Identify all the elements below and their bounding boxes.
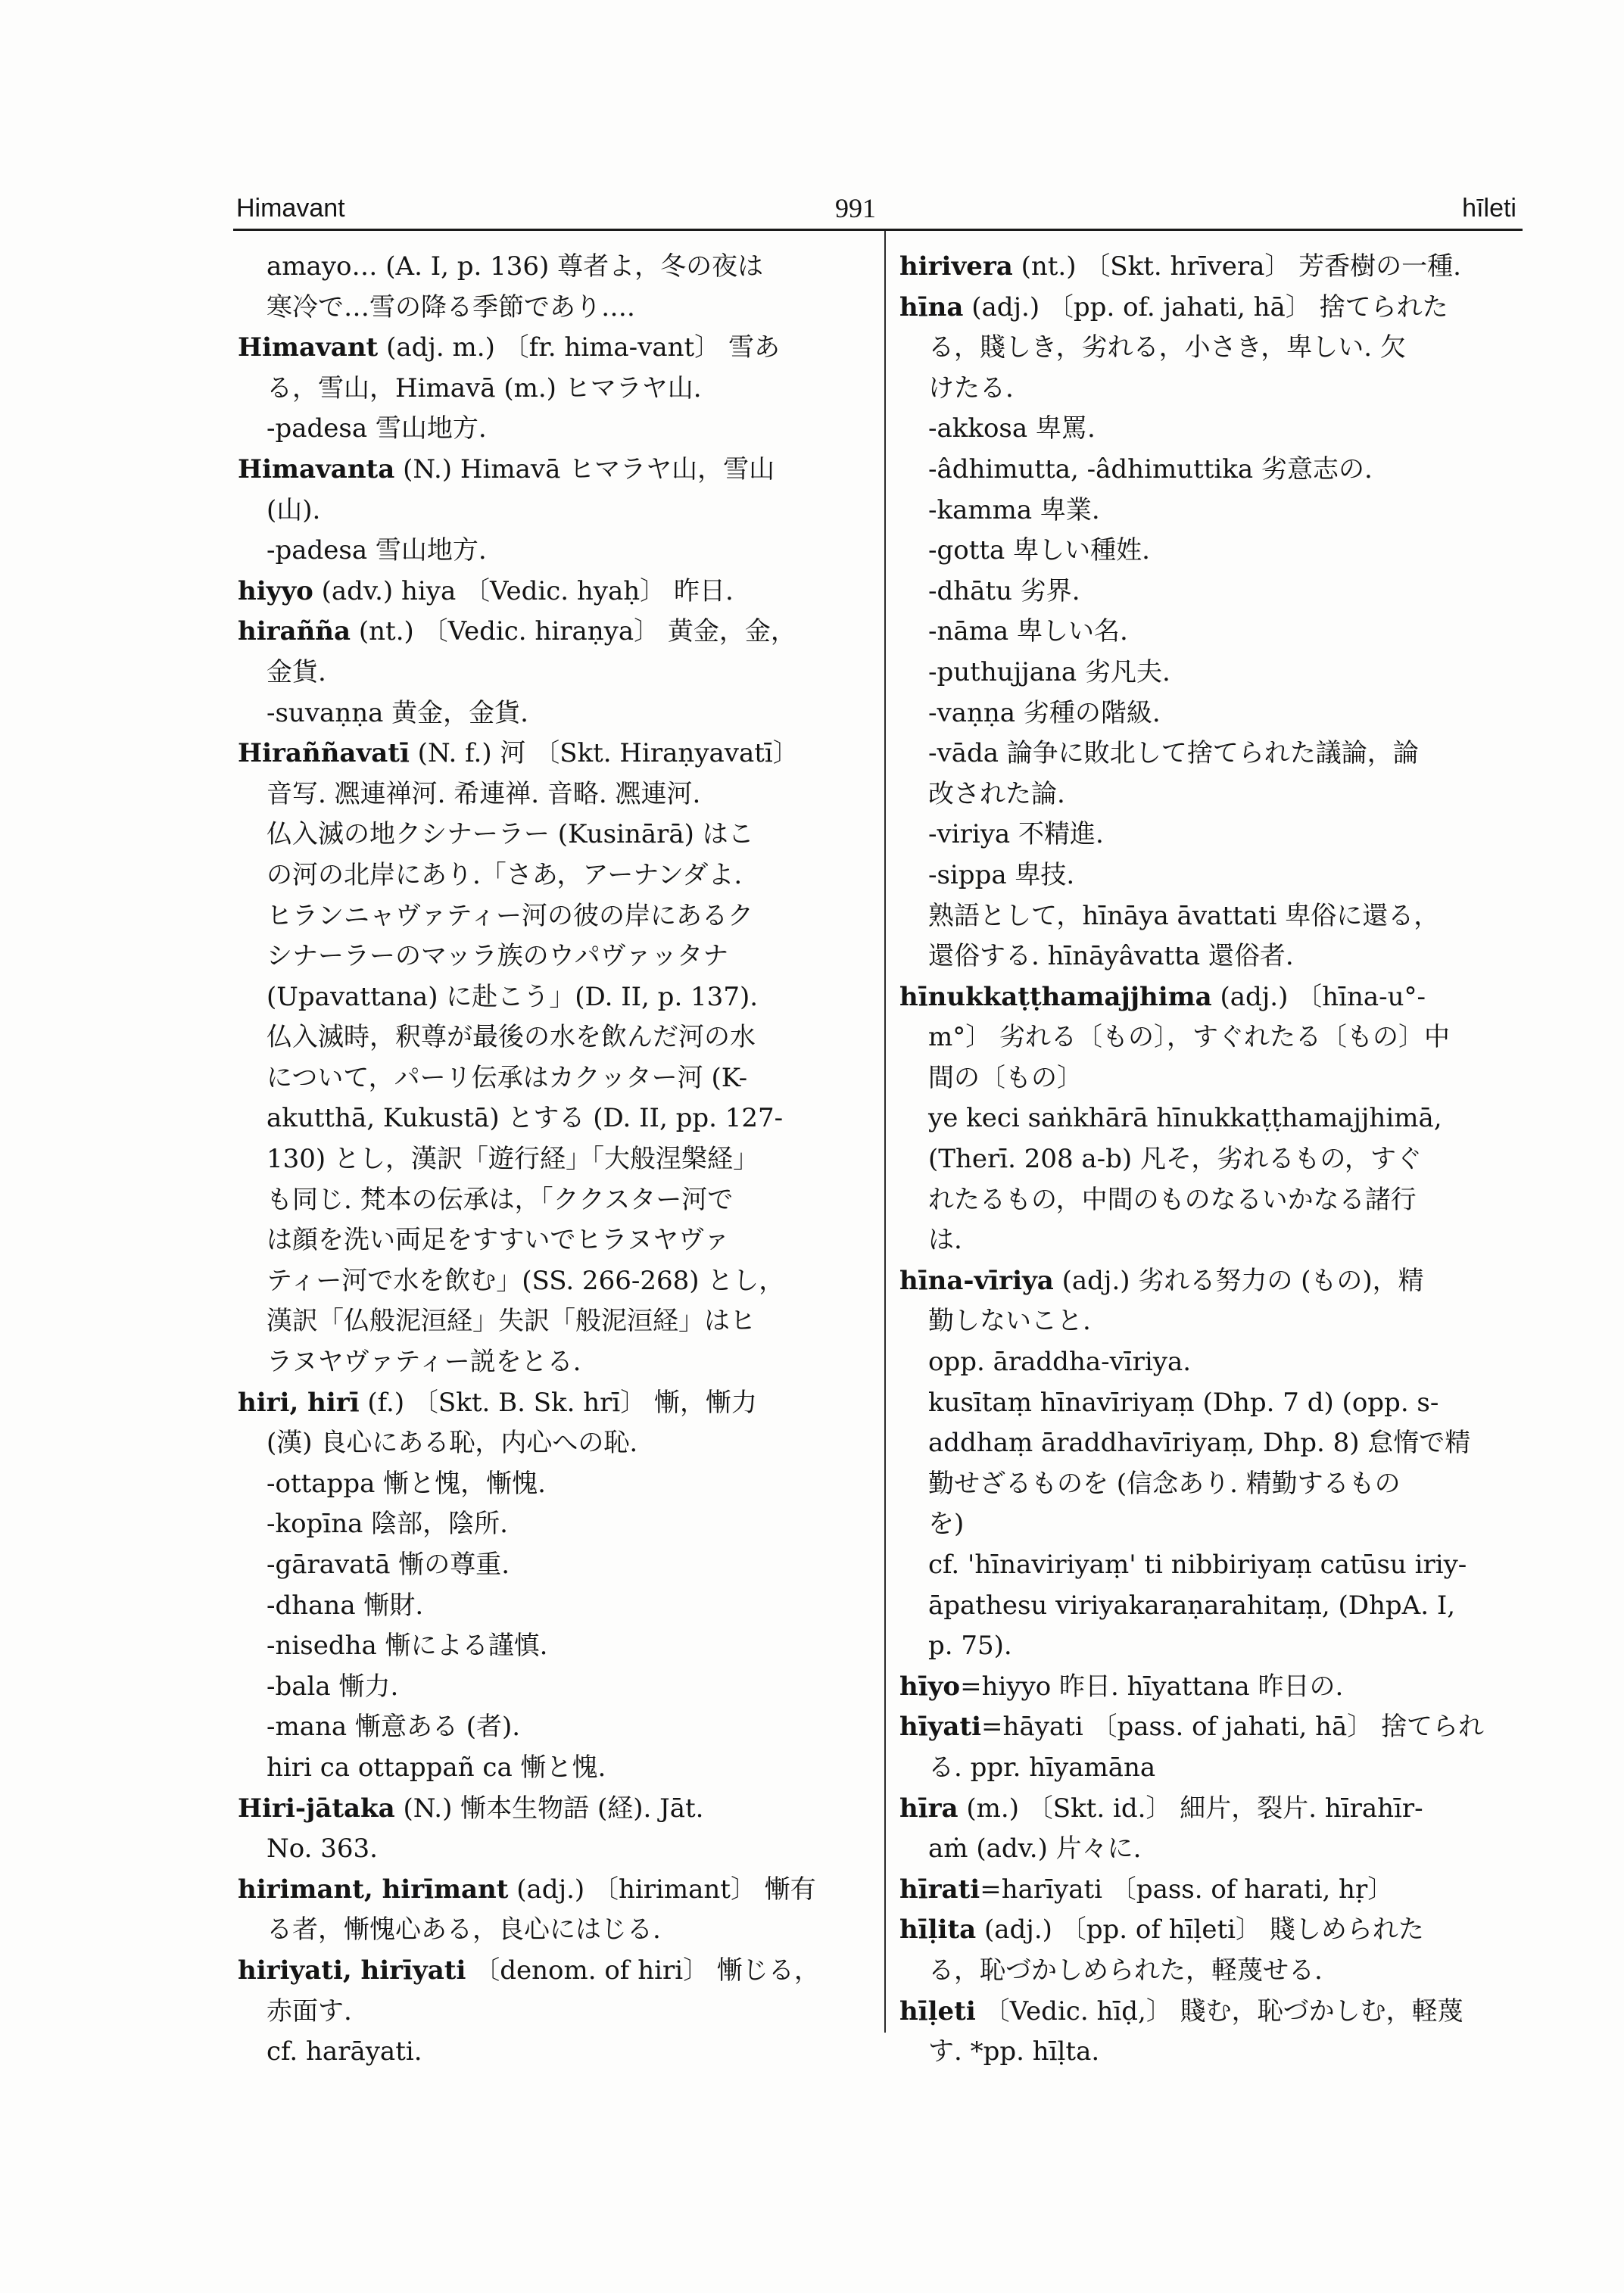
dictionary-line bbox=[899, 1545, 1522, 1586]
dictionary-line bbox=[899, 369, 1522, 410]
dictionary-line bbox=[899, 653, 1522, 693]
dictionary-line bbox=[899, 774, 1522, 815]
dictionary-line bbox=[238, 491, 865, 531]
dictionary-line bbox=[238, 1910, 865, 1951]
entry-text: addhaṃ āraddhavīriyaṃ, Dhp. 8) 怠惰で精 bbox=[928, 1428, 1471, 1459]
entry-text: 仏入滅時，釈尊が最後の水を飲んだ河の水 bbox=[267, 1022, 756, 1053]
entry-text: (m.) 〔Skt. id.〕 細片，裂片. hīrahīr- bbox=[958, 1793, 1423, 1824]
dictionary-line bbox=[238, 409, 865, 450]
dictionary-line bbox=[238, 1626, 865, 1667]
entry-text: (adj.) 〔hirimant〕 慚有 bbox=[508, 1874, 816, 1905]
entry-text: (nt.) 〔Skt. hrīvera〕 芳香樹の一種. bbox=[1012, 251, 1461, 282]
entry-text: cf. harāyati. bbox=[267, 2036, 422, 2067]
dictionary-line bbox=[899, 1017, 1522, 1058]
dictionary-line bbox=[238, 896, 865, 937]
dictionary-line bbox=[238, 328, 865, 369]
dictionary-line bbox=[899, 491, 1522, 531]
entry-text: 還俗する. hīnāyâvatta 還俗者. bbox=[928, 941, 1294, 972]
entry-text: -bala 慚力. bbox=[267, 1671, 399, 1702]
entry-text: hiri ca ottappañ ca 慚と愧. bbox=[267, 1752, 606, 1783]
entry-text: (adj.) 〔pp. of hīḷeti〕 賤しめられた bbox=[976, 1914, 1424, 1946]
entry-text: -nāma 卑しい名. bbox=[928, 616, 1128, 647]
dictionary-line bbox=[238, 977, 865, 1018]
dictionary-line bbox=[238, 369, 865, 410]
headword: hīyo bbox=[899, 1671, 961, 1702]
dictionary-line bbox=[238, 1383, 865, 1424]
entry-text: ヒランニャヴァティー河の彼の岸にあるク bbox=[267, 900, 753, 931]
entry-text: 130) とし，漢訳「遊行経」「大般涅槃経」 bbox=[267, 1144, 759, 1175]
headword: Hiri-jātaka bbox=[238, 1793, 395, 1824]
entry-text: āpathesu viriyakaraṇarahitaṃ, (DhpA. I, bbox=[928, 1590, 1456, 1621]
entry-text: (Upavattana) に赴こう」(D. II, p. 137). bbox=[267, 981, 759, 1012]
entry-text: ティー河で水を飲む」(SS. 266-268) とし， bbox=[267, 1265, 785, 1296]
entry-text: cf. 'hīnaviriyaṃ' ti nibbiriyaṃ catūsu iriy- bbox=[928, 1550, 1467, 1580]
dictionary-line bbox=[238, 572, 865, 612]
entry-text: -gotta 卑しい種姓. bbox=[928, 535, 1150, 566]
dictionary-line bbox=[899, 531, 1522, 572]
entry-text: -kopīna 陰部，陰所. bbox=[267, 1509, 508, 1540]
dictionary-line bbox=[899, 734, 1522, 774]
headword: hīra bbox=[899, 1793, 959, 1824]
dictionary-line bbox=[899, 977, 1522, 1018]
entry-text: 金貨. bbox=[267, 656, 326, 687]
entry-text: amayo… (A. I, p. 136) 尊者よ，冬の夜は bbox=[267, 251, 764, 282]
dictionary-line bbox=[238, 1261, 865, 1302]
entry-text: ラヌヤヴァティー説をとる. bbox=[267, 1347, 581, 1378]
column-divider bbox=[884, 231, 886, 2033]
dictionary-line bbox=[238, 288, 865, 329]
headword: hiriyati, hirīyati bbox=[238, 1955, 466, 1986]
dictionary-line bbox=[899, 1870, 1522, 1911]
dictionary-line bbox=[899, 1261, 1522, 1302]
dictionary-line bbox=[238, 1342, 865, 1383]
dictionary-line bbox=[238, 1423, 865, 1464]
dictionary-line bbox=[238, 1504, 865, 1545]
dictionary-line bbox=[899, 328, 1522, 369]
dictionary-line bbox=[238, 1180, 865, 1221]
entry-text: (N. f.) 河 〔Skt. Hiraṇyavatī〕 bbox=[409, 738, 799, 769]
dictionary-line bbox=[899, 1098, 1522, 1139]
entry-text: -suvaṇṇa 黄金，金貨. bbox=[267, 697, 528, 728]
dictionary-line bbox=[238, 1139, 865, 1180]
entry-text: 漢訳「仏般泥洹経」失訳「般泥洹経」はヒ bbox=[267, 1306, 756, 1337]
entry-text: -ottappa 慚と愧，慚愧. bbox=[267, 1468, 546, 1499]
dictionary-line bbox=[238, 1707, 865, 1748]
entry-text: -padesa 雪山地方. bbox=[267, 413, 487, 444]
dictionary-line bbox=[238, 774, 865, 815]
entry-text: -mana 慚意ある (者). bbox=[267, 1712, 521, 1743]
entry-text: -dhātu 劣界. bbox=[928, 575, 1080, 606]
entry-text: る. ppr. hīyamāna bbox=[928, 1752, 1156, 1783]
entry-text: opp. āraddha-vīriya. bbox=[928, 1347, 1192, 1378]
headword: hīnukkaṭṭhamajjhima bbox=[899, 981, 1212, 1012]
headword: hīrati bbox=[899, 1874, 980, 1905]
dictionary-line bbox=[238, 1301, 865, 1342]
dictionary-line bbox=[238, 1748, 865, 1789]
entry-text: -âdhimutta, -âdhimuttika 劣意志の. bbox=[928, 453, 1373, 484]
entry-text: -gāravatā 慚の尊重. bbox=[267, 1550, 510, 1580]
dictionary-line bbox=[899, 450, 1522, 491]
dictionary-line bbox=[899, 1626, 1522, 1667]
dictionary-line bbox=[238, 247, 865, 288]
entry-text: る，恥づかしめられた，軽蔑せる. bbox=[928, 1955, 1323, 1986]
entry-text: は. bbox=[928, 1225, 962, 1256]
entry-text: -viriya 不精進. bbox=[928, 819, 1104, 850]
dictionary-line bbox=[238, 612, 865, 653]
running-head-right: hīleti bbox=[1462, 194, 1516, 223]
entry-text: -vāda 論争に敗北して捨てられた議論，論 bbox=[928, 738, 1419, 769]
entry-text: 〔Vedic. hīḍ,〕 賤む，恥づかしむ，軽蔑 bbox=[975, 1995, 1463, 2027]
entry-text: (nt.) 〔Vedic. hiraṇya〕 黄金，金， bbox=[351, 616, 796, 647]
entry-text: =hāyati 〔pass. of jahati, hā〕 捨てられ bbox=[981, 1712, 1485, 1743]
entry-text: m°〕 劣れる〔もの〕，すぐれたる〔もの〕中 bbox=[928, 1022, 1451, 1053]
headword: hīḷita bbox=[899, 1914, 977, 1946]
entry-text: の河の北岸にあり.「さあ，アーナンダよ. bbox=[267, 859, 743, 890]
entry-text: No. 363. bbox=[267, 1833, 378, 1865]
entry-text: す. *pp. hīḷta. bbox=[928, 2036, 1100, 2067]
entry-text: p. 75). bbox=[928, 1631, 1012, 1662]
dictionary-line bbox=[238, 1586, 865, 1627]
headword: Himavanta bbox=[238, 453, 395, 484]
dictionary-line bbox=[899, 1464, 1522, 1505]
page-number: 991 bbox=[835, 193, 876, 223]
dictionary-line bbox=[899, 1667, 1522, 1708]
headword: hīyati bbox=[899, 1712, 982, 1743]
entry-text: -dhana 慚財. bbox=[267, 1590, 424, 1621]
dictionary-line bbox=[899, 1789, 1522, 1830]
dictionary-line bbox=[899, 855, 1522, 896]
entry-text: -sippa 卑技. bbox=[928, 859, 1075, 890]
entry-text: る，雪山，Himavā (m.) ヒマラヤ山. bbox=[267, 372, 702, 403]
dictionary-line bbox=[899, 693, 1522, 734]
entry-text: 勤せざるものを (信念あり. 精勤するもの bbox=[928, 1468, 1401, 1499]
entry-text: は顔を洗い両足をすすいでヒラヌヤヴァ bbox=[267, 1225, 730, 1256]
headword: Himavant bbox=[238, 332, 379, 363]
entry-text: =harīyati 〔pass. of harati, hṛ〕 bbox=[980, 1874, 1394, 1905]
entry-text: akutthā, Kukustā) とする (D. II, pp. 127- bbox=[267, 1103, 784, 1134]
dictionary-line bbox=[238, 1464, 865, 1505]
entry-text: る者，慚愧心ある，良心にはじる. bbox=[267, 1914, 661, 1946]
entry-text: けたる. bbox=[928, 372, 1014, 403]
entry-text: (f.) 〔Skt. B. Sk. hrī〕 慚，慚力 bbox=[359, 1387, 758, 1418]
entry-text: も同じ. 梵本の伝承は，「ククスター河で bbox=[267, 1184, 734, 1215]
dictionary-line bbox=[899, 1058, 1522, 1099]
entry-text: -padesa 雪山地方. bbox=[267, 535, 487, 566]
dictionary-line bbox=[238, 1992, 865, 2033]
dictionary-line bbox=[238, 936, 865, 977]
dictionary-line bbox=[899, 896, 1522, 937]
dictionary-line bbox=[899, 1220, 1522, 1261]
entry-text: 改された論. bbox=[928, 778, 1065, 809]
entry-text: (adj. m.) 〔fr. hima-vant〕 雪あ bbox=[378, 332, 780, 363]
dictionary-line bbox=[899, 1383, 1522, 1424]
dictionary-line bbox=[238, 693, 865, 734]
headword: hīḷeti bbox=[899, 1995, 976, 2027]
dictionary-line bbox=[899, 815, 1522, 855]
entry-text: れたるもの，中間のものなるいかなる諸行 bbox=[928, 1184, 1417, 1215]
entry-text: 〔denom. of hiri〕 慚じる， bbox=[466, 1955, 820, 1986]
entry-text: kusītaṃ hīnavīriyaṃ (Dhp. 7 d) (opp. s- bbox=[928, 1387, 1439, 1418]
dictionary-line bbox=[899, 1586, 1522, 1627]
entry-text: 寒冷で…雪の降る季節であり…. bbox=[267, 291, 635, 322]
dictionary-line bbox=[899, 409, 1522, 450]
entry-text: る，賤しき，劣れる，小さき，卑しい. 欠 bbox=[928, 332, 1406, 363]
entry-text: ye keci saṅkhārā hīnukkaṭṭhamajjhimā, bbox=[928, 1103, 1442, 1134]
dictionary-line bbox=[899, 1829, 1522, 1870]
headword: hīna-vīriya bbox=[899, 1265, 1054, 1296]
headword: hiyyo bbox=[238, 575, 313, 606]
headword: hirañña bbox=[238, 616, 351, 647]
entry-text: シナーラーのマッラ族のウパヴァッタナ bbox=[267, 941, 729, 972]
dictionary-line bbox=[238, 531, 865, 572]
entry-text: aṁ (adv.) 片々に. bbox=[928, 1833, 1142, 1865]
headword: Hiraññavatī bbox=[238, 738, 410, 769]
right-column bbox=[899, 247, 1522, 2073]
entry-text: 熟語として，hīnāya āvattati 卑俗に還る， bbox=[928, 900, 1440, 931]
entry-text: (漢) 良心にある恥，内心への恥. bbox=[267, 1428, 638, 1459]
dictionary-line bbox=[899, 1951, 1522, 1992]
dictionary-line bbox=[899, 1423, 1522, 1464]
entry-text: -vaṇṇa 劣種の階級. bbox=[928, 697, 1161, 728]
dictionary-line bbox=[238, 1017, 865, 1058]
dictionary-line bbox=[238, 1220, 865, 1261]
dictionary-line bbox=[238, 1870, 865, 1911]
dictionary-line bbox=[899, 1910, 1522, 1951]
entry-text: (山). bbox=[267, 494, 321, 525]
entry-text: 仏入滅の地クシナーラー (Kusinārā) はこ bbox=[267, 819, 754, 850]
left-column bbox=[238, 247, 865, 2073]
dictionary-line bbox=[238, 734, 865, 774]
entry-text: (adj.) 劣れる努力の (もの)，精 bbox=[1053, 1265, 1424, 1296]
dictionary-line bbox=[899, 572, 1522, 612]
entry-text: 勤しないこと. bbox=[928, 1306, 1091, 1337]
dictionary-line bbox=[899, 1180, 1522, 1221]
dictionary-line bbox=[899, 2032, 1522, 2073]
dictionary-line bbox=[238, 855, 865, 896]
dictionary-line bbox=[238, 1545, 865, 1586]
dictionary-line bbox=[238, 1829, 865, 1870]
header-rule bbox=[233, 229, 1523, 231]
dictionary-line bbox=[238, 1667, 865, 1708]
running-head-left: Himavant bbox=[236, 194, 345, 223]
dictionary-line bbox=[238, 450, 865, 491]
dictionary-line bbox=[238, 653, 865, 693]
dictionary-line bbox=[238, 1951, 865, 1992]
dictionary-line bbox=[238, 815, 865, 855]
dictionary-line bbox=[899, 1342, 1522, 1383]
headword: hiri, hirī bbox=[238, 1387, 360, 1418]
entry-text: 赤面す. bbox=[267, 1995, 352, 2027]
dictionary-line bbox=[238, 2032, 865, 2073]
entry-text: について，パーリ伝承はカクッター河 (K- bbox=[267, 1062, 748, 1093]
entry-text: -akkosa 卑罵. bbox=[928, 413, 1096, 444]
dictionary-line bbox=[899, 612, 1522, 653]
headword: hīna bbox=[899, 291, 964, 322]
entry-text: 音写. 凞連禅河. 希連禅. 音略. 凞連河. bbox=[267, 778, 701, 809]
headword: hirivera bbox=[899, 251, 1013, 282]
dictionary-line bbox=[238, 1789, 865, 1830]
entry-text: -kamma 卑業. bbox=[928, 494, 1100, 525]
dictionary-line bbox=[899, 288, 1522, 329]
dictionary-line bbox=[899, 247, 1522, 288]
entry-text: -puthujjana 劣凡夫. bbox=[928, 656, 1170, 687]
headword: hirimant, hirīmant bbox=[238, 1874, 509, 1905]
entry-text: (N.) 慚本生物語 (経). Jāt. bbox=[394, 1793, 704, 1824]
dictionary-line bbox=[899, 1301, 1522, 1342]
entry-text: (N.) Himavā ヒマラヤ山，雪山 bbox=[394, 453, 775, 484]
dictionary-line bbox=[238, 1098, 865, 1139]
entry-text: (adv.) hiya 〔Vedic. hyaḥ〕 昨日. bbox=[313, 575, 734, 606]
dictionary-line bbox=[238, 1058, 865, 1099]
dictionary-line bbox=[899, 1504, 1522, 1545]
dictionary-line bbox=[899, 936, 1522, 977]
dictionary-line bbox=[899, 1748, 1522, 1789]
entry-text: =hiyyo 昨日. hīyattana 昨日の. bbox=[960, 1671, 1344, 1702]
entry-text: (adj.) 〔hīna-u°- bbox=[1211, 981, 1426, 1012]
entry-text: を) bbox=[928, 1509, 965, 1540]
dictionary-line bbox=[899, 1992, 1522, 2033]
entry-text: -nisedha 慚による謹慎. bbox=[267, 1631, 548, 1662]
dictionary-line bbox=[899, 1139, 1522, 1180]
dictionary-line bbox=[899, 1707, 1522, 1748]
entry-text: (adj.) 〔pp. of. jahati, hā〕 捨てられた bbox=[963, 291, 1448, 322]
entry-text: 間の〔もの〕 bbox=[928, 1062, 1083, 1093]
entry-text: (Therī. 208 a-b) 凡そ，劣れるもの，すぐ bbox=[928, 1144, 1422, 1175]
